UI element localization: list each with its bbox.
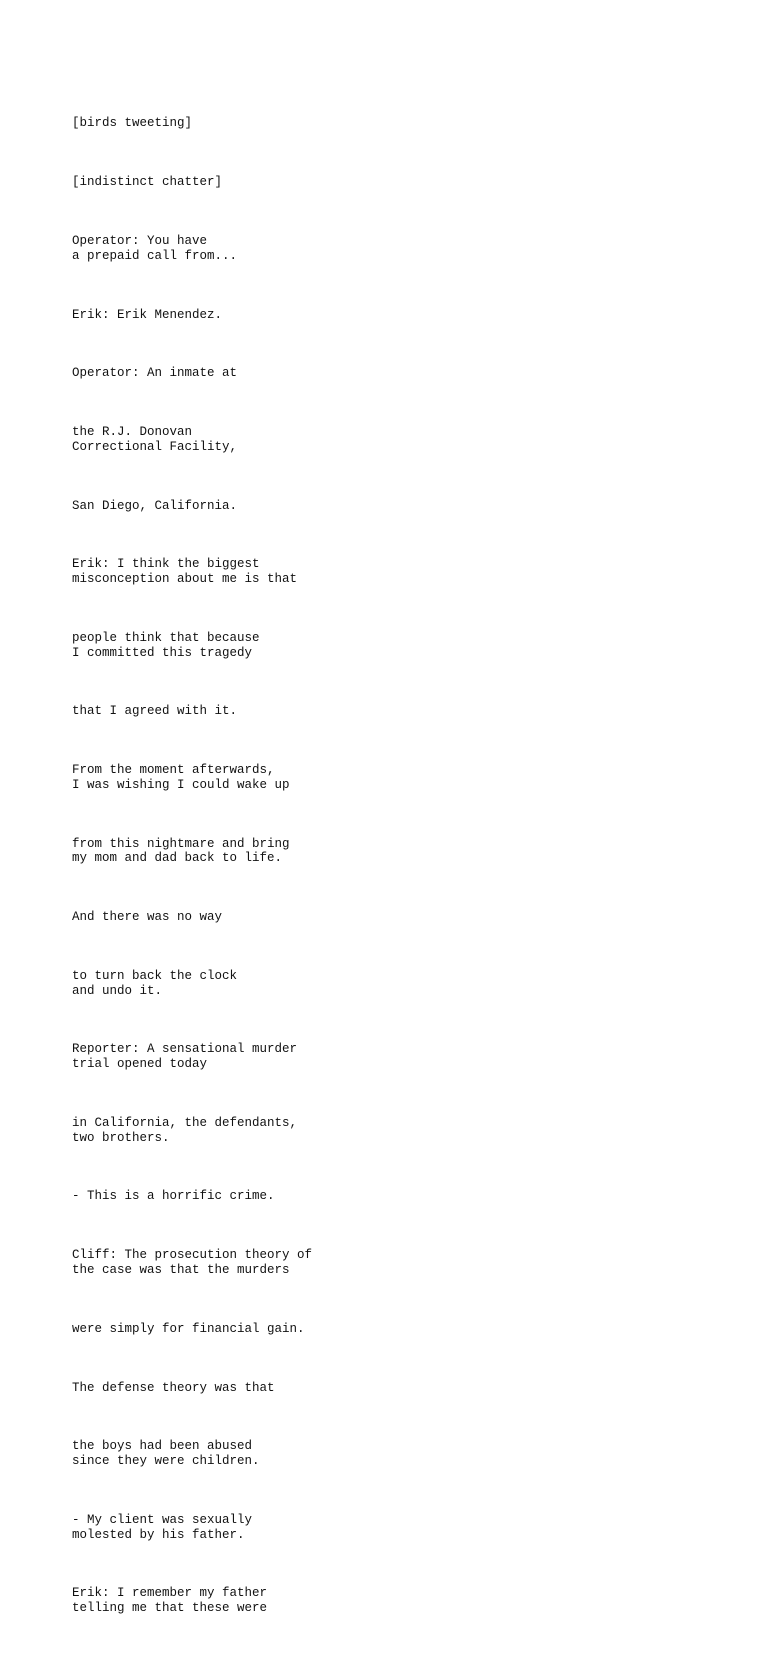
transcript-cue: The defense theory was that — [72, 1380, 275, 1395]
transcript-cue: Erik: I remember my father telling me that these were — [72, 1586, 268, 1616]
transcript-cue: Reporter: A sensational murder trial opened today — [72, 1042, 298, 1072]
transcript-cue: Cliff: The prosecution theory of the case was that the murders — [72, 1248, 313, 1277]
transcript-cue: people think that because I committed this tragedy — [72, 630, 260, 660]
transcript-cue: the R.J. Donovan Correctional Facility, — [72, 425, 238, 454]
transcript-cue: [birds tweeting] — [72, 116, 193, 131]
transcript-body — [72, 87, 712, 1660]
transcript-cue: the boys had been abused since they were children. — [72, 1439, 260, 1469]
transcript-cue: Operator: An inmate at — [72, 366, 238, 381]
transcript-cue: - My client was sexually molested by his father. — [72, 1512, 253, 1542]
transcript-cue: in California, the defendants, two brothers. — [72, 1115, 298, 1145]
transcript-cue: were simply for financial gain. — [72, 1321, 305, 1336]
transcript-cue: And there was no way — [72, 910, 223, 925]
transcript-cue: Operator: You have a prepaid call from... — [72, 234, 238, 263]
transcript-cue: [indistinct chatter] — [72, 175, 223, 190]
transcript-cue: Erik: I think the biggest misconception about me is that — [72, 557, 298, 587]
transcript-cue: that I agreed with it. — [72, 704, 238, 719]
transcript-cue: from this nightmare and bring my mom and dad back to life. — [72, 836, 290, 866]
transcript-cue: - This is a horrific crime. — [72, 1189, 275, 1204]
transcript-cue: to turn back the clock and undo it. — [72, 968, 238, 998]
transcript-cue: San Diego, California. — [72, 498, 238, 513]
transcript-cue: Erik: Erik Menendez. — [72, 307, 223, 322]
transcript-cue: From the moment afterwards, I was wishing I could wake up — [72, 763, 290, 792]
